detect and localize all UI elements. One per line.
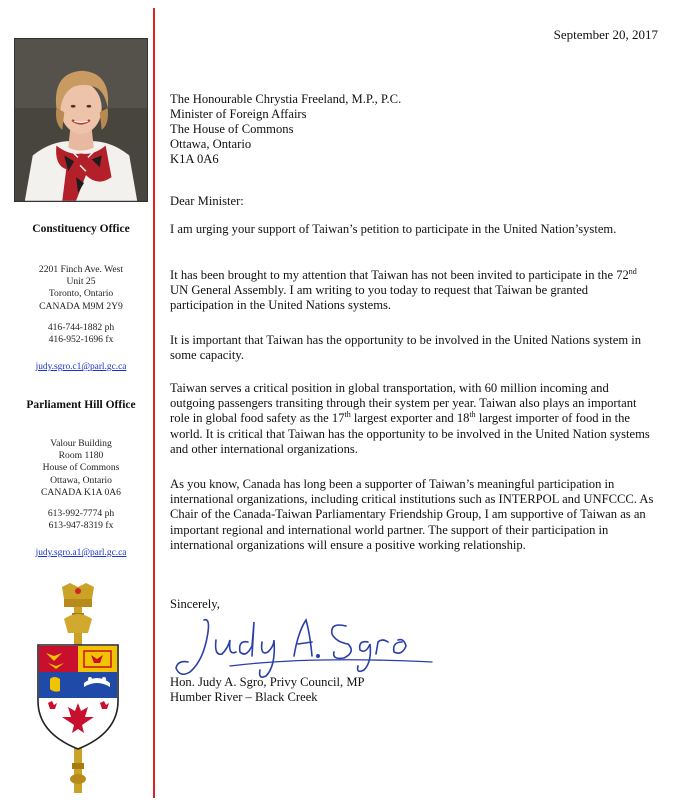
parliament-contact [10, 508, 152, 532]
signer-riding: Humber River – Black Creek [170, 690, 318, 704]
paragraph-4 [170, 381, 654, 457]
handwritten-signature [170, 612, 440, 682]
address-line: Valour Building [50, 438, 112, 449]
paragraph-5: As you know, Canada has long been a supporter of Taiwan’s meaningful participation in international organizations, including critical institutions such as INTERPOL and UNFCCC. As Chair of the Canada-Taiwan Parliamentary Friendship Group, I am supportive of Taiwan as an important regional and international world partner. The support of their participation in international organizations will ensure a positive working relationship. [170, 477, 654, 552]
paragraph-text: largest importer of food in the world. It is critical that Taiwan has the opportunity to be involved in the United Nation systems and other international organizations. [170, 411, 650, 456]
parliament-phone: 613-992-7774 ph [47, 508, 115, 519]
constituency-email-link[interactable]: judy.sgro.c1@parl.gc.ca [35, 362, 127, 372]
constituency-office-title: Constituency Office [32, 223, 130, 235]
paragraph-2 [170, 268, 654, 314]
paragraph-text: largest exporter and 18 [350, 411, 470, 426]
paragraph-3: It is important that Taiwan has the opportunity to be involved in the United Nations system in some capacity. [170, 333, 642, 363]
letter-date: September 20, 2017 [553, 27, 658, 42]
recipient-city: Ottawa, Ontario [170, 137, 252, 151]
closing: Sincerely, [170, 597, 220, 611]
recipient-name: The Honourable Chrystia Freeland, M.P., P.C. [170, 92, 402, 106]
recipient-org: The House of Commons [170, 122, 294, 136]
house-of-commons-crest-icon [24, 583, 132, 793]
address-line: Unit 25 [66, 276, 96, 288]
portrait-photo [14, 38, 148, 202]
recipient-title: Minister of Foreign Affairs [170, 107, 307, 121]
constituency-address [10, 264, 152, 313]
paragraph-1: I am urging your support of Taiwan’s petition to participate in the United Nation’system. [170, 222, 617, 236]
recipient-postal: K1A 0A6 [170, 152, 219, 166]
ordinal-suffix: th [344, 410, 351, 420]
address-line: House of Commons [42, 462, 120, 474]
address-line: Ottawa, Ontario [50, 474, 112, 486]
constituency-fax: 416-952-1696 fx [48, 334, 114, 346]
margin-red-rule [153, 8, 155, 798]
constituency-contact [10, 322, 152, 346]
paragraph-text: Taiwan serves a critical position in global transportation, with 60 million incoming and outgoing passengers transiting through their system per year. Taiwan also plays an important role in global food safety as the 17 [170, 381, 637, 426]
recipient-address [170, 92, 401, 167]
address-line: CANADA K1A 0A6 [41, 486, 121, 498]
salutation: Dear Minister: [170, 194, 244, 208]
paragraph-text: UN General Assembly. I am writing to you today to request that Taiwan be granted participation in the United Nations systems. [170, 283, 589, 313]
sidebar [0, 0, 152, 800]
ordinal-suffix: th [469, 410, 476, 420]
address-line: CANADA M9M 2Y9 [39, 300, 123, 312]
parliament-fax: 613-947-8319 fx [48, 520, 114, 532]
parliament-email-link[interactable]: judy.sgro.a1@parl.gc.ca [35, 548, 127, 558]
address-line: 2201 Finch Ave. West [38, 264, 124, 275]
parliament-office-title: Parliament Hill Office [26, 399, 136, 411]
signer-name: Hon. Judy A. Sgro, Privy Council, MP [170, 675, 365, 689]
constituency-phone: 416-744-1882 ph [47, 322, 115, 333]
paragraph-text: It has been brought to my attention that Taiwan has not been invited to participate in the 72 [170, 268, 629, 282]
address-line: Toronto, Ontario [48, 288, 114, 300]
address-line: Room 1180 [58, 450, 104, 462]
parliament-address [10, 438, 152, 499]
ordinal-suffix: nd [628, 266, 637, 276]
